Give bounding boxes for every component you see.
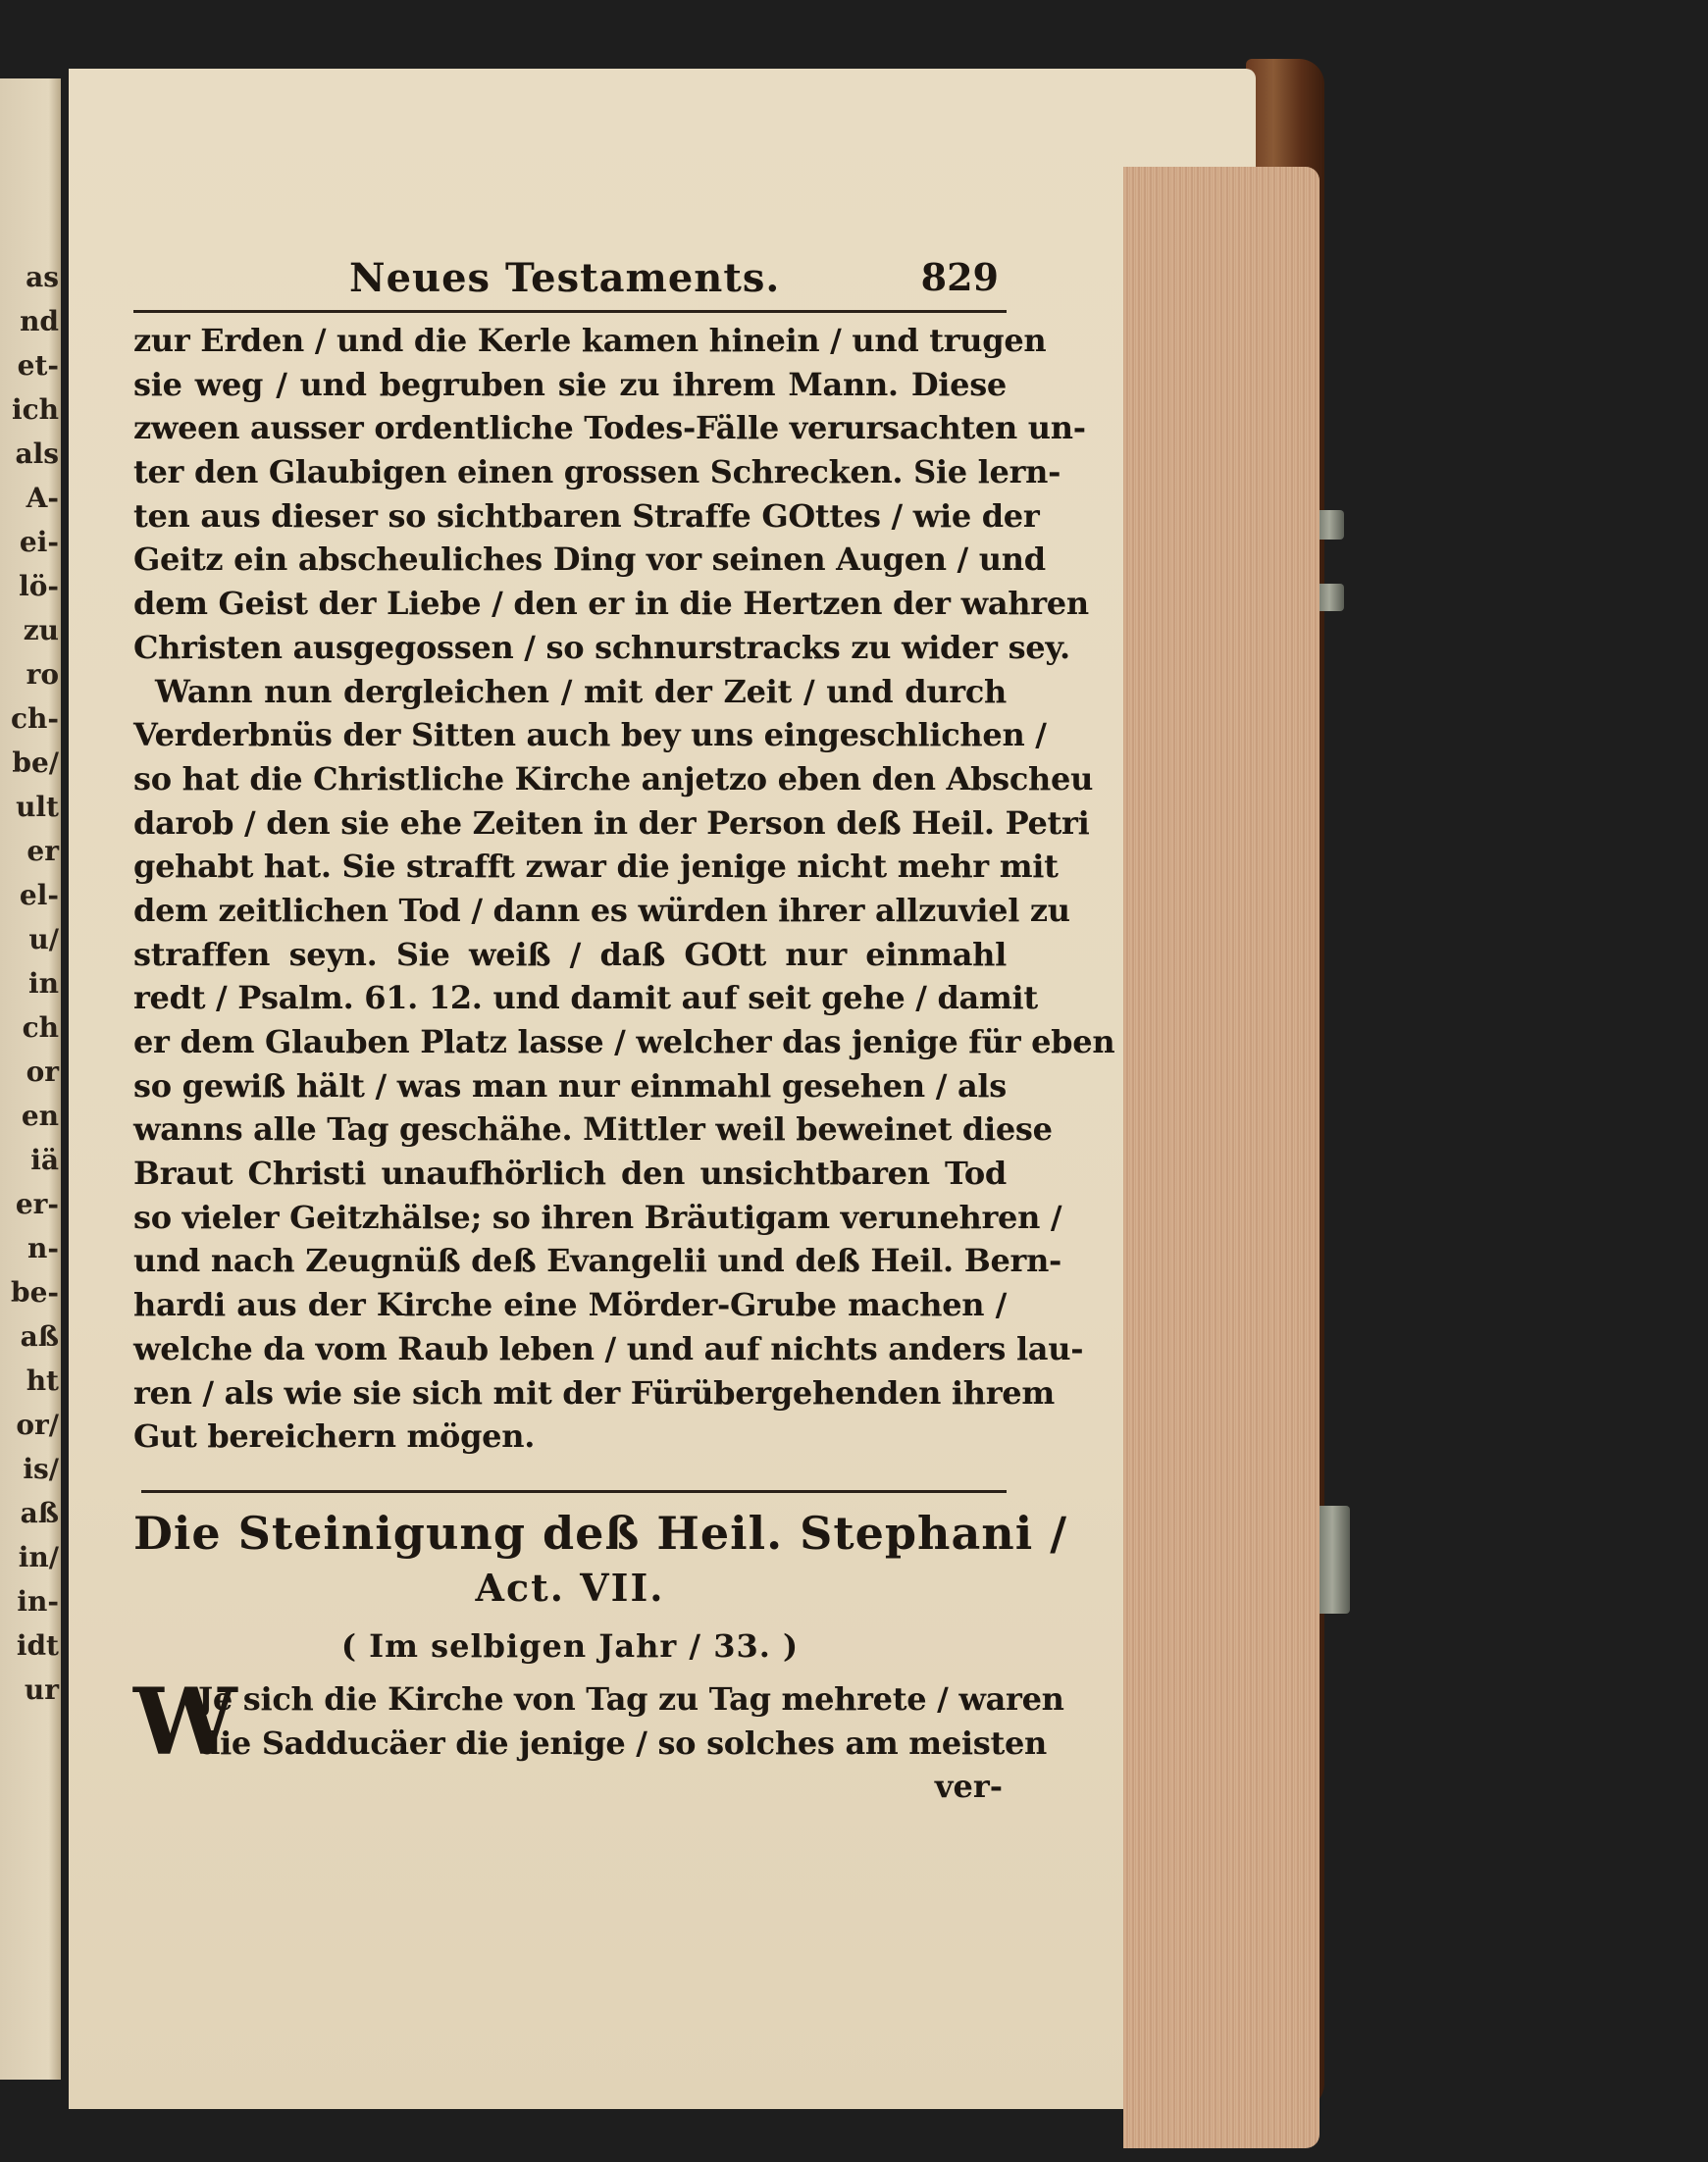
left-page-fragment: als xyxy=(15,438,59,470)
left-page-fragment: ro xyxy=(26,658,59,691)
text-line: und nach Zeugnüß deß Evangelii und deß Heil. Bern- xyxy=(133,1242,1062,1280)
text-line: welche da vom Raub leben / und auf nichts anders lau- xyxy=(133,1329,1084,1367)
running-title: Neues Testaments. xyxy=(349,255,781,301)
left-page-fragment: u/ xyxy=(28,923,59,955)
left-page-fragment: or xyxy=(26,1055,59,1088)
text-line: ren / als wie sie sich mit der Fürübergehenden ihrem xyxy=(133,1373,1055,1412)
left-page-fragment: ch xyxy=(22,1011,59,1044)
text-block xyxy=(133,255,1115,1808)
text-line: Verderbnüs der Sitten auch bey uns eingeschlichen / xyxy=(133,716,1047,754)
catchword: ver- xyxy=(934,1768,1003,1806)
text-line: wanns alle Tag geschähe. Mittler weil beweinet diese xyxy=(133,1110,1053,1149)
left-page-fragment: aß xyxy=(20,1320,59,1353)
page-edges xyxy=(1123,167,1320,2148)
page-header xyxy=(133,255,1007,313)
text-line: ter den Glaubigen einen grossen Schrecken. Sie lern- xyxy=(133,453,1061,491)
text-line: zur Erden / und die Kerle kamen hinein / und trugen xyxy=(133,322,1047,359)
left-page-fragment: n- xyxy=(27,1232,59,1264)
left-page-fragment: or/ xyxy=(16,1409,59,1441)
text-line: zween ausser ordentliche Todes-Fälle verursachten un- xyxy=(133,409,1086,447)
text-line: straffen seyn. Sie weiß / daß GOtt nur einmahl xyxy=(133,935,1007,973)
paragraph-3 xyxy=(133,1668,1064,1776)
text-line: gehabt hat. Sie strafft zwar die jenige nicht mehr mit xyxy=(133,848,1059,886)
paragraph-1 xyxy=(133,319,1089,670)
left-page-fragment: as xyxy=(26,261,59,293)
right-page xyxy=(69,69,1256,2109)
text-line: dem zeitlichen Tod / dann es würden ihrer allzuviel zu xyxy=(133,891,1070,929)
left-page-fragment: aß xyxy=(20,1497,59,1529)
text-line: Braut Christi unaufhörlich den unsichtbaren Tod xyxy=(133,1155,1007,1193)
text-line: so hat die Christliche Kirche anjetzo eben den Abscheu xyxy=(133,759,1094,798)
left-page-fragment: be/ xyxy=(12,746,59,779)
text-line: die Sadducäer die jenige / so solches am meisten xyxy=(198,1724,1047,1762)
section-heading: Die Steinigung deß Heil. Stephani / xyxy=(133,1506,1067,1560)
text-line: Je sich die Kirche von Tag zu Tag mehrete / waren xyxy=(198,1679,1064,1718)
left-page-fragment: ur xyxy=(24,1673,59,1706)
left-page-fragment: er- xyxy=(15,1188,59,1220)
text-line: ten aus dieser so sichtbaren Straffe GOttes / wie der xyxy=(133,496,1040,535)
text-line: sie weg / und begruben sie zu ihrem Mann. Diese xyxy=(133,365,1007,403)
left-facing-page xyxy=(0,78,61,2080)
left-page-fragment: en xyxy=(21,1100,59,1132)
left-page-fragment: in/ xyxy=(18,1541,59,1573)
left-page-fragment: is/ xyxy=(23,1453,59,1485)
left-page-fragment: nd xyxy=(20,305,59,337)
section-dateline: ( Im selbigen Jahr / 33. ) xyxy=(340,1626,800,1665)
text-line: redt / Psalm. 61. 12. und damit auf seit gehe / damit xyxy=(133,979,1038,1017)
left-page-fragment: ich xyxy=(11,393,59,426)
left-page-fragment: in- xyxy=(17,1585,59,1618)
drop-cap: W xyxy=(133,1668,237,1776)
text-line: so gewiß hält / was man nur einmahl gesehen / als xyxy=(133,1066,1007,1105)
left-page-fragment: ult xyxy=(16,791,59,823)
text-line: so vieler Geitzhälse; so ihren Bräutigam verunehren / xyxy=(133,1198,1062,1236)
left-page-fragment: ht xyxy=(26,1364,59,1397)
left-page-fragment: A- xyxy=(26,482,59,514)
text-line: dem Geist der Liebe / den er in die Hertzen der wahren xyxy=(133,585,1089,623)
left-page-fragment: et- xyxy=(17,349,59,382)
page-number: 829 xyxy=(920,255,999,299)
text-line: darob / den sie ehe Zeiten in der Person deß Heil. Petri xyxy=(133,803,1090,842)
text-line: Geitz ein abscheuliches Ding vor seinen Augen / und xyxy=(133,540,1046,579)
section-rule xyxy=(141,1490,1007,1493)
left-page-fragment: iä xyxy=(30,1144,59,1176)
left-page-fragment: er xyxy=(26,835,59,867)
left-page-fragment: in xyxy=(28,967,59,1000)
left-page-fragment: be- xyxy=(10,1276,59,1309)
left-page-fragment: idt xyxy=(16,1629,59,1662)
clasp-hinge-icon xyxy=(1315,1506,1350,1614)
left-page-fragment: lö- xyxy=(19,570,59,602)
text-line: Wann nun dergleichen / mit der Zeit / und durch xyxy=(155,672,1007,710)
text-line: Gut bereichern mögen. xyxy=(133,1417,536,1456)
text-line: er dem Glauben Platz lasse / welcher das jenige für eben xyxy=(133,1023,1115,1060)
left-page-fragment: zu xyxy=(23,614,59,646)
text-line: hardi aus der Kirche eine Mörder-Grube machen / xyxy=(133,1286,1007,1324)
section-subheading: Act. VII. xyxy=(475,1565,665,1610)
left-page-text xyxy=(4,255,59,1712)
left-page-fragment: ch- xyxy=(10,702,59,735)
left-page-fragment: ei- xyxy=(19,526,59,558)
paragraph-2 xyxy=(133,670,1115,1459)
text-line: Christen ausgegossen / so schnurstracks zu wider sey. xyxy=(133,628,1070,666)
left-page-fragment: el- xyxy=(19,879,59,911)
